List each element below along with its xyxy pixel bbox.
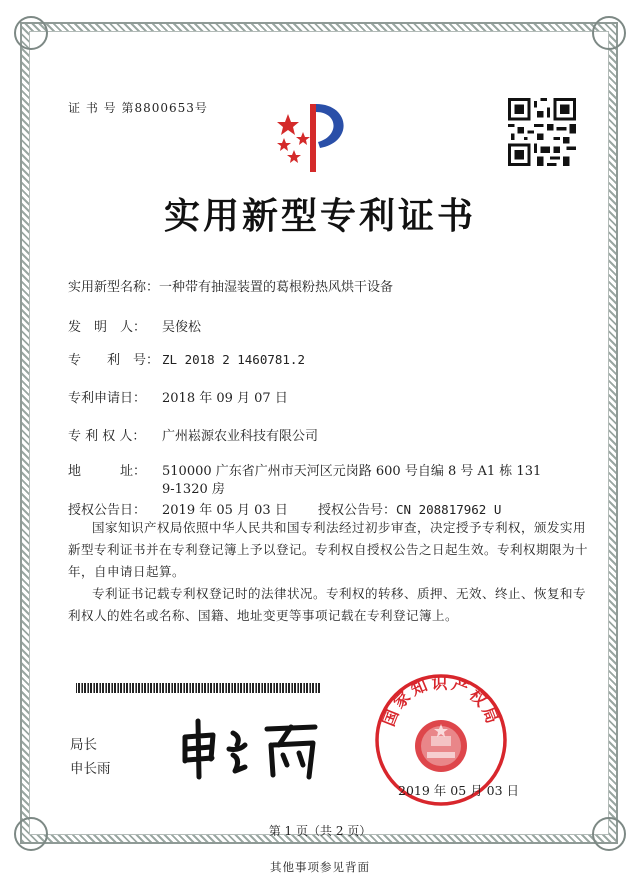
field-label: 地 址： bbox=[68, 464, 147, 479]
paragraph-line: 专利证书记载专利权登记时的法律状况。专利权的转移、质押、无效、终止、恢复和专 bbox=[92, 586, 587, 601]
application-date: 2018 年 09 月 07 日 bbox=[162, 391, 288, 406]
cnipa-logo-icon bbox=[270, 92, 356, 178]
patentee-name: 广州崧源农业科技有限公司 bbox=[162, 429, 319, 444]
certificate-number: 证 书 号 第8800653号 bbox=[68, 101, 208, 115]
field-label: 专 利 权 人： bbox=[68, 429, 146, 444]
seal-date: 2019 年 05 月 03 日 bbox=[398, 783, 519, 798]
corner-ornament bbox=[14, 16, 48, 50]
field-patent-number bbox=[68, 349, 305, 368]
field-label: 专利申请日： bbox=[68, 391, 147, 406]
field-utility-model-name bbox=[68, 276, 393, 295]
paragraph-line: 新型专利证书并在专利登记簿上予以登记。专利权自授权公告之日起生效。专利权期限为十 bbox=[68, 542, 589, 557]
grant-announcement-number: CN 208817962 U bbox=[396, 502, 502, 517]
paragraph-line: 利权人的姓名或名称、国籍、地址变更等事项记载在专利登记簿上。 bbox=[68, 608, 459, 623]
statement-paragraph-1 bbox=[68, 517, 588, 583]
field-label: 实用新型名称： bbox=[68, 280, 160, 295]
field-grant-announcement bbox=[68, 499, 501, 518]
signatory-title: 局长 bbox=[70, 737, 97, 753]
barcode-icon bbox=[76, 683, 320, 693]
field-label: 专 利 号： bbox=[68, 353, 160, 368]
corner-ornament bbox=[592, 16, 626, 50]
address-line-1: 510000 广东省广州市天河区元岗路 600 号自编 8 号 A1 栋 131 bbox=[162, 464, 542, 479]
field-inventor bbox=[68, 316, 201, 335]
utility-model-name: 一种带有抽湿装置的葛根粉热风烘干设备 bbox=[159, 280, 394, 295]
svg-text:国家知识产权局: 国家知识产权局 bbox=[378, 673, 504, 729]
address-line-2: 9-1320 房 bbox=[162, 482, 225, 497]
signatory-name: 申长雨 bbox=[70, 761, 111, 777]
inventor-name: 吴俊松 bbox=[162, 320, 202, 335]
field-patentee bbox=[68, 425, 318, 444]
paragraph-line: 年，自申请日起算。 bbox=[68, 564, 186, 579]
footer-note: 其他事项参见背面 bbox=[270, 860, 370, 874]
field-application-date bbox=[68, 387, 288, 406]
grant-announcement-date: 2019 年 05 月 03 日 bbox=[162, 503, 288, 518]
handwritten-signature bbox=[175, 715, 325, 783]
field-label: 授权公告号： bbox=[318, 503, 397, 518]
patent-number: ZL 2018 2 1460781.2 bbox=[162, 352, 305, 367]
statement-paragraph-2 bbox=[68, 583, 586, 627]
field-address bbox=[68, 460, 541, 479]
field-label: 发 明 人： bbox=[68, 320, 147, 335]
qr-code-icon bbox=[508, 98, 576, 166]
page-number: 第 1 页（共 2 页） bbox=[268, 824, 372, 838]
certificate-title: 实用新型专利证书 bbox=[163, 195, 476, 237]
paragraph-line: 国家知识产权局依照中华人民共和国专利法经过初步审查，决定授予专利权，颁发实用 bbox=[92, 520, 587, 535]
field-label: 授权公告日： bbox=[68, 503, 147, 518]
